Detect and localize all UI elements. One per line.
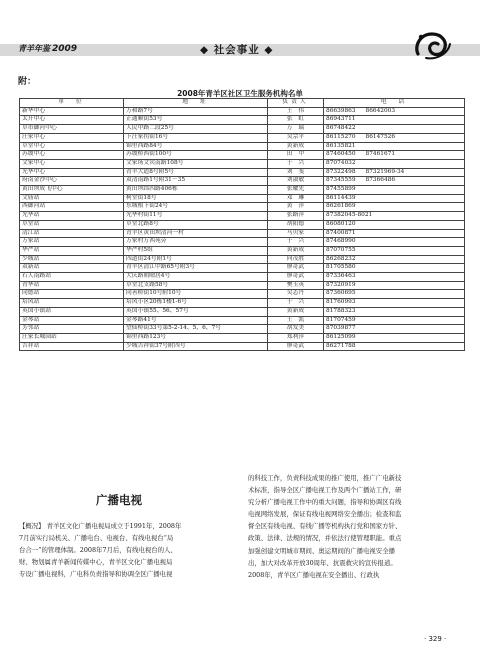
- cell-address: 金琴路41号: [124, 316, 268, 325]
- phone-secondary: 87461671: [365, 151, 396, 158]
- table-row: [20, 325, 465, 334]
- cell-unit: 清江站: [20, 229, 124, 238]
- cell-address: 人民中路二段25号: [124, 125, 268, 134]
- text-line: 术标准，指导全区广播电视工作及两个广播站工作，研: [248, 486, 402, 495]
- cell-person: 于 兴: [268, 238, 324, 247]
- cell-address: 万家村万西苑旁: [124, 238, 268, 247]
- text-line: 2008年，青羊区广播电视在安全播出、行政执: [248, 570, 380, 579]
- cell-unit: 万家站: [20, 238, 124, 247]
- cell-person: 郑利萍: [268, 333, 324, 342]
- cell-address: 光华村街11号: [124, 212, 268, 221]
- table-row: [20, 159, 465, 168]
- cell-person: 张 虹: [268, 116, 324, 125]
- cell-unit: 青华站: [20, 281, 124, 290]
- yearbook-title: [18, 43, 77, 54]
- phone-primary: 86268232: [326, 255, 356, 262]
- table-row: [20, 220, 465, 229]
- phone-primary: 87074032: [326, 159, 356, 166]
- cell-phone: [324, 116, 465, 125]
- text-line: 财、物划属青羊新闻传媒中心，青羊区文化广播电视局: [19, 558, 173, 567]
- cell-address: 英国小镇55、56、57号: [124, 307, 268, 316]
- table-row: [20, 142, 465, 151]
- table-row: [20, 133, 465, 142]
- page-header: [0, 0, 480, 68]
- section-title: 广播电视: [96, 493, 142, 507]
- swirl-logo-icon: [412, 28, 452, 62]
- phone-primary: 87455899: [326, 186, 356, 193]
- table-row: [20, 229, 465, 238]
- cell-address: 万和路7号: [124, 107, 268, 116]
- phone-primary: 86943711: [326, 116, 356, 123]
- cell-address: 正通顺街53号: [124, 116, 268, 125]
- cell-person: 黄新成: [268, 142, 324, 151]
- phone-primary: 87320919: [326, 281, 356, 288]
- table-row: [20, 290, 465, 299]
- phone-primary: 87400871: [326, 229, 356, 236]
- cell-address: 黄田坝纬四路406栋: [124, 186, 268, 195]
- cell-person: 张耀先: [268, 186, 324, 195]
- cell-person: 刘淑敏: [268, 177, 324, 186]
- cell-phone: [324, 238, 465, 247]
- cell-person: 胡阳德: [268, 220, 324, 229]
- table-row: [20, 168, 465, 177]
- table-row: [20, 299, 465, 308]
- text-line: 加强创建文明城市期间、奥运期间的广播电视安全播: [248, 546, 395, 555]
- table-row: [20, 125, 465, 134]
- cell-address: 下汪家拐街16号: [124, 133, 268, 142]
- cell-unit: 文家中心: [20, 159, 124, 168]
- cell-address: 四道街24号附1号: [124, 255, 268, 264]
- cell-unit: 太升中心: [20, 116, 124, 125]
- cell-unit: 华严站: [20, 246, 124, 255]
- phone-primary: 87382045-8021: [326, 212, 373, 219]
- phone-primary: 86271788: [326, 342, 356, 349]
- cell-address: 柯堂街18号: [124, 194, 268, 203]
- phone-secondary: 86147526: [365, 133, 396, 140]
- cell-address: 华严村5组: [124, 246, 268, 255]
- cell-person: 吴宗平: [268, 133, 324, 142]
- cell-person: 廖奇武: [268, 273, 324, 282]
- table-row: [20, 333, 465, 342]
- yearbook-name: 青羊年鉴: [18, 44, 50, 53]
- cell-unit: 苏坡中心: [20, 151, 124, 160]
- cell-person: 邓 琳: [268, 194, 324, 203]
- cell-phone: [324, 229, 465, 238]
- cell-phone: [324, 151, 465, 160]
- table-row: [20, 177, 465, 186]
- phone-primary: 87070755: [326, 246, 356, 253]
- phone-primary: 86115270: [326, 133, 356, 140]
- cell-unit: 光华中心: [20, 168, 124, 177]
- table-row: [20, 203, 465, 212]
- cell-unit: 双新站: [20, 264, 124, 273]
- cell-unit: 光华站: [20, 212, 124, 221]
- phone-primary: 86135821: [326, 142, 356, 149]
- phone-primary: 86639863: [326, 107, 356, 114]
- phone-primary: 86114439: [326, 194, 356, 201]
- health-institutions-table: [19, 98, 465, 351]
- cell-phone: [324, 299, 465, 308]
- cell-phone: [324, 307, 465, 316]
- phone-primary: 81705580: [326, 264, 356, 271]
- text-line: 督全区有线电视、有线广播等机构执行党和国家方针、: [248, 522, 402, 531]
- phone-primary: 81788323: [326, 307, 356, 314]
- cell-address: 文家场文宾南路108号: [124, 159, 268, 168]
- text-line: 7月前实行局机关、广播电台、电视台、有线电视台“局: [19, 534, 174, 543]
- text-line: 【概况】 青羊区文化广播电视局成立于1991年，2008年: [19, 522, 182, 530]
- table-row: [20, 255, 465, 264]
- cell-person: 黄新成: [268, 246, 324, 255]
- phone-primary: 87336463: [326, 273, 356, 280]
- cell-unit: 文庙站: [20, 194, 124, 203]
- cell-unit: 少城站: [20, 255, 124, 264]
- cell-unit: 英国小镇站: [20, 307, 124, 316]
- table-row: [20, 238, 465, 247]
- cell-address: 草堂北支路58号: [124, 281, 268, 290]
- header-person: 负责人: [268, 99, 324, 108]
- cell-person: 胡发美: [268, 325, 324, 334]
- cell-phone: [324, 255, 465, 264]
- cell-phone: [324, 107, 465, 116]
- cell-unit: 汪家长城园站: [20, 333, 124, 342]
- cell-phone: [324, 333, 465, 342]
- cell-unit: 西御河站: [20, 203, 124, 212]
- cell-person: 吴志丹: [268, 290, 324, 299]
- phone-primary: 87322498: [326, 168, 356, 175]
- table-row: [20, 316, 465, 325]
- text-line: 台合一”的管理体制。2008年7月后，有线电视台的人、: [19, 546, 177, 555]
- cell-person: 刘 斐: [268, 168, 324, 177]
- cell-address: 少城吉祥街37号附四号: [124, 342, 268, 351]
- phone-primary: 87460450: [326, 151, 356, 158]
- cell-person: 张路萍: [268, 212, 324, 221]
- left-column-text: [19, 520, 237, 580]
- cell-unit: 同德站: [20, 290, 124, 299]
- cell-person: 廖奇武: [268, 342, 324, 351]
- table-row: [20, 281, 465, 290]
- right-column-text: [248, 472, 465, 581]
- cell-person: 廖奇武: [268, 264, 324, 273]
- cell-person: 于 兴: [268, 159, 324, 168]
- cell-unit: 草堂站: [20, 220, 124, 229]
- phone-primary: 86080120: [326, 220, 356, 227]
- cell-phone: [324, 342, 465, 351]
- cell-address: 苏坡桥西街100号: [124, 151, 268, 160]
- appendix-label: 附：: [18, 77, 37, 87]
- table-row: [20, 264, 465, 273]
- text-line: 究分析广播电视工作中的重大问题，指导和协调区有线: [248, 498, 402, 507]
- cell-phone: [324, 159, 465, 168]
- cell-phone: [324, 264, 465, 273]
- cell-person: 田 中: [268, 151, 324, 160]
- phone-secondary: 86642003: [365, 107, 396, 114]
- page-number: · 329 ·: [424, 635, 447, 643]
- text-line: 政策、法律、法规的情况，并依法行使管理职能。重点: [248, 534, 402, 543]
- phone-primary: 81707459: [326, 316, 356, 323]
- cell-address: 青羊区清江中路65号附3号: [124, 264, 268, 273]
- cell-unit: 新华中心: [20, 107, 124, 116]
- header-unit: 单 位: [20, 99, 124, 108]
- cell-address: 青羊区黄田坝清河一村: [124, 229, 268, 238]
- table-row: [20, 151, 465, 160]
- cell-person: 王 凯: [268, 316, 324, 325]
- cell-phone: [324, 142, 465, 151]
- cell-phone: [324, 177, 465, 186]
- cell-person: 马贝家: [268, 229, 324, 238]
- phone-primary: 87039877: [326, 325, 356, 332]
- cell-person: 黄 萍: [268, 203, 324, 212]
- cell-person: 于 兴: [268, 299, 324, 308]
- cell-unit: 汪家中心: [20, 133, 124, 142]
- cell-unit: 黄田坝成飞中心: [20, 186, 124, 195]
- cell-unit: 草堂中心: [20, 142, 124, 151]
- phone-primary: 86261869: [326, 203, 356, 210]
- cell-unit: 吉祥站: [20, 342, 124, 351]
- cell-phone: [324, 133, 465, 142]
- cell-unit: 石人南路站: [20, 273, 124, 282]
- cell-person: 向茂胜: [268, 255, 324, 264]
- table-row: [20, 107, 465, 116]
- cell-phone: [324, 246, 465, 255]
- phone-secondary: 87366486: [365, 177, 396, 184]
- table-header-row: [20, 99, 465, 108]
- table-row: [20, 186, 465, 195]
- table-row: [20, 116, 465, 125]
- cell-unit: 金琴站: [20, 316, 124, 325]
- phone-primary: 87468990: [326, 238, 356, 245]
- table-row: [20, 273, 465, 282]
- cell-unit: 芳邻站: [20, 325, 124, 334]
- cell-address: 青羊大道8号附5号: [124, 168, 268, 177]
- text-line: 的科技工作，负责科技成果的推广使用，推广广电新技: [248, 474, 402, 482]
- text-line: 专设广播电视科，广电科负责指导和协调全区广播电视: [19, 570, 173, 579]
- cell-person: 樊玉英: [268, 281, 324, 290]
- cell-phone: [324, 212, 465, 221]
- cell-phone: [324, 316, 465, 325]
- cell-phone: [324, 273, 465, 282]
- cell-address: 大庆路朝晴居4号: [124, 273, 268, 282]
- text-line: 电视网络发展，保证有线电视网络安全播出；检查和监: [248, 510, 402, 519]
- table-row: [20, 246, 465, 255]
- cell-phone: [324, 220, 465, 229]
- cell-address: 同善桥街10号附10号: [124, 290, 268, 299]
- cell-phone: [324, 203, 465, 212]
- cell-address: 草堂北路8号: [124, 220, 268, 229]
- cell-address: 培风小区20栋1楼1-6号: [124, 299, 268, 308]
- cell-address: 双清南路1号附31－35: [124, 177, 268, 186]
- cell-person: 黄新成: [268, 307, 324, 316]
- cell-phone: [324, 290, 465, 299]
- yearbook-year: 2009: [52, 44, 78, 54]
- phone-primary: 86748422: [326, 125, 356, 132]
- phone-primary: 87360695: [326, 290, 356, 297]
- phone-primary: 81760993: [326, 299, 356, 306]
- table-title: 2008年青羊区社区卫生服务机构名单: [177, 89, 303, 98]
- cell-address: 锦里西路123号: [124, 333, 268, 342]
- phone-primary: 87345559: [326, 177, 356, 184]
- cell-phone: [324, 125, 465, 134]
- cell-phone: [324, 194, 465, 203]
- table-row: [20, 342, 465, 351]
- phone-primary: 86125099: [326, 333, 356, 340]
- cell-phone: [324, 325, 465, 334]
- cell-unit: 培风站: [20, 299, 124, 308]
- header-address: 地 址: [124, 99, 268, 108]
- text-line: 出，加大对改革开放30周年、抗震救灾的宣传报道。: [248, 558, 397, 567]
- table-row: [20, 194, 465, 203]
- cell-address: 锦里西路84号: [124, 142, 268, 151]
- phone-secondary: 87321969-34: [365, 168, 405, 175]
- cell-person: 万 瑞: [268, 125, 324, 134]
- cell-person: 王 伟: [268, 107, 324, 116]
- header-phone: 电 话: [324, 99, 465, 108]
- table-row: [20, 307, 465, 316]
- cell-phone: [324, 168, 465, 177]
- section-header: ◆ 社会事业 ◆: [200, 44, 274, 56]
- cell-phone: [324, 281, 465, 290]
- cell-unit: 府南金沙中心: [20, 177, 124, 186]
- cell-unit: 草市御河中心: [20, 125, 124, 134]
- cell-address: 东城根下街24号: [124, 203, 268, 212]
- cell-phone: [324, 186, 465, 195]
- cell-address: 望仙桥街33号第5-2-14、5、6、7号: [124, 325, 268, 334]
- table-row: [20, 212, 465, 221]
